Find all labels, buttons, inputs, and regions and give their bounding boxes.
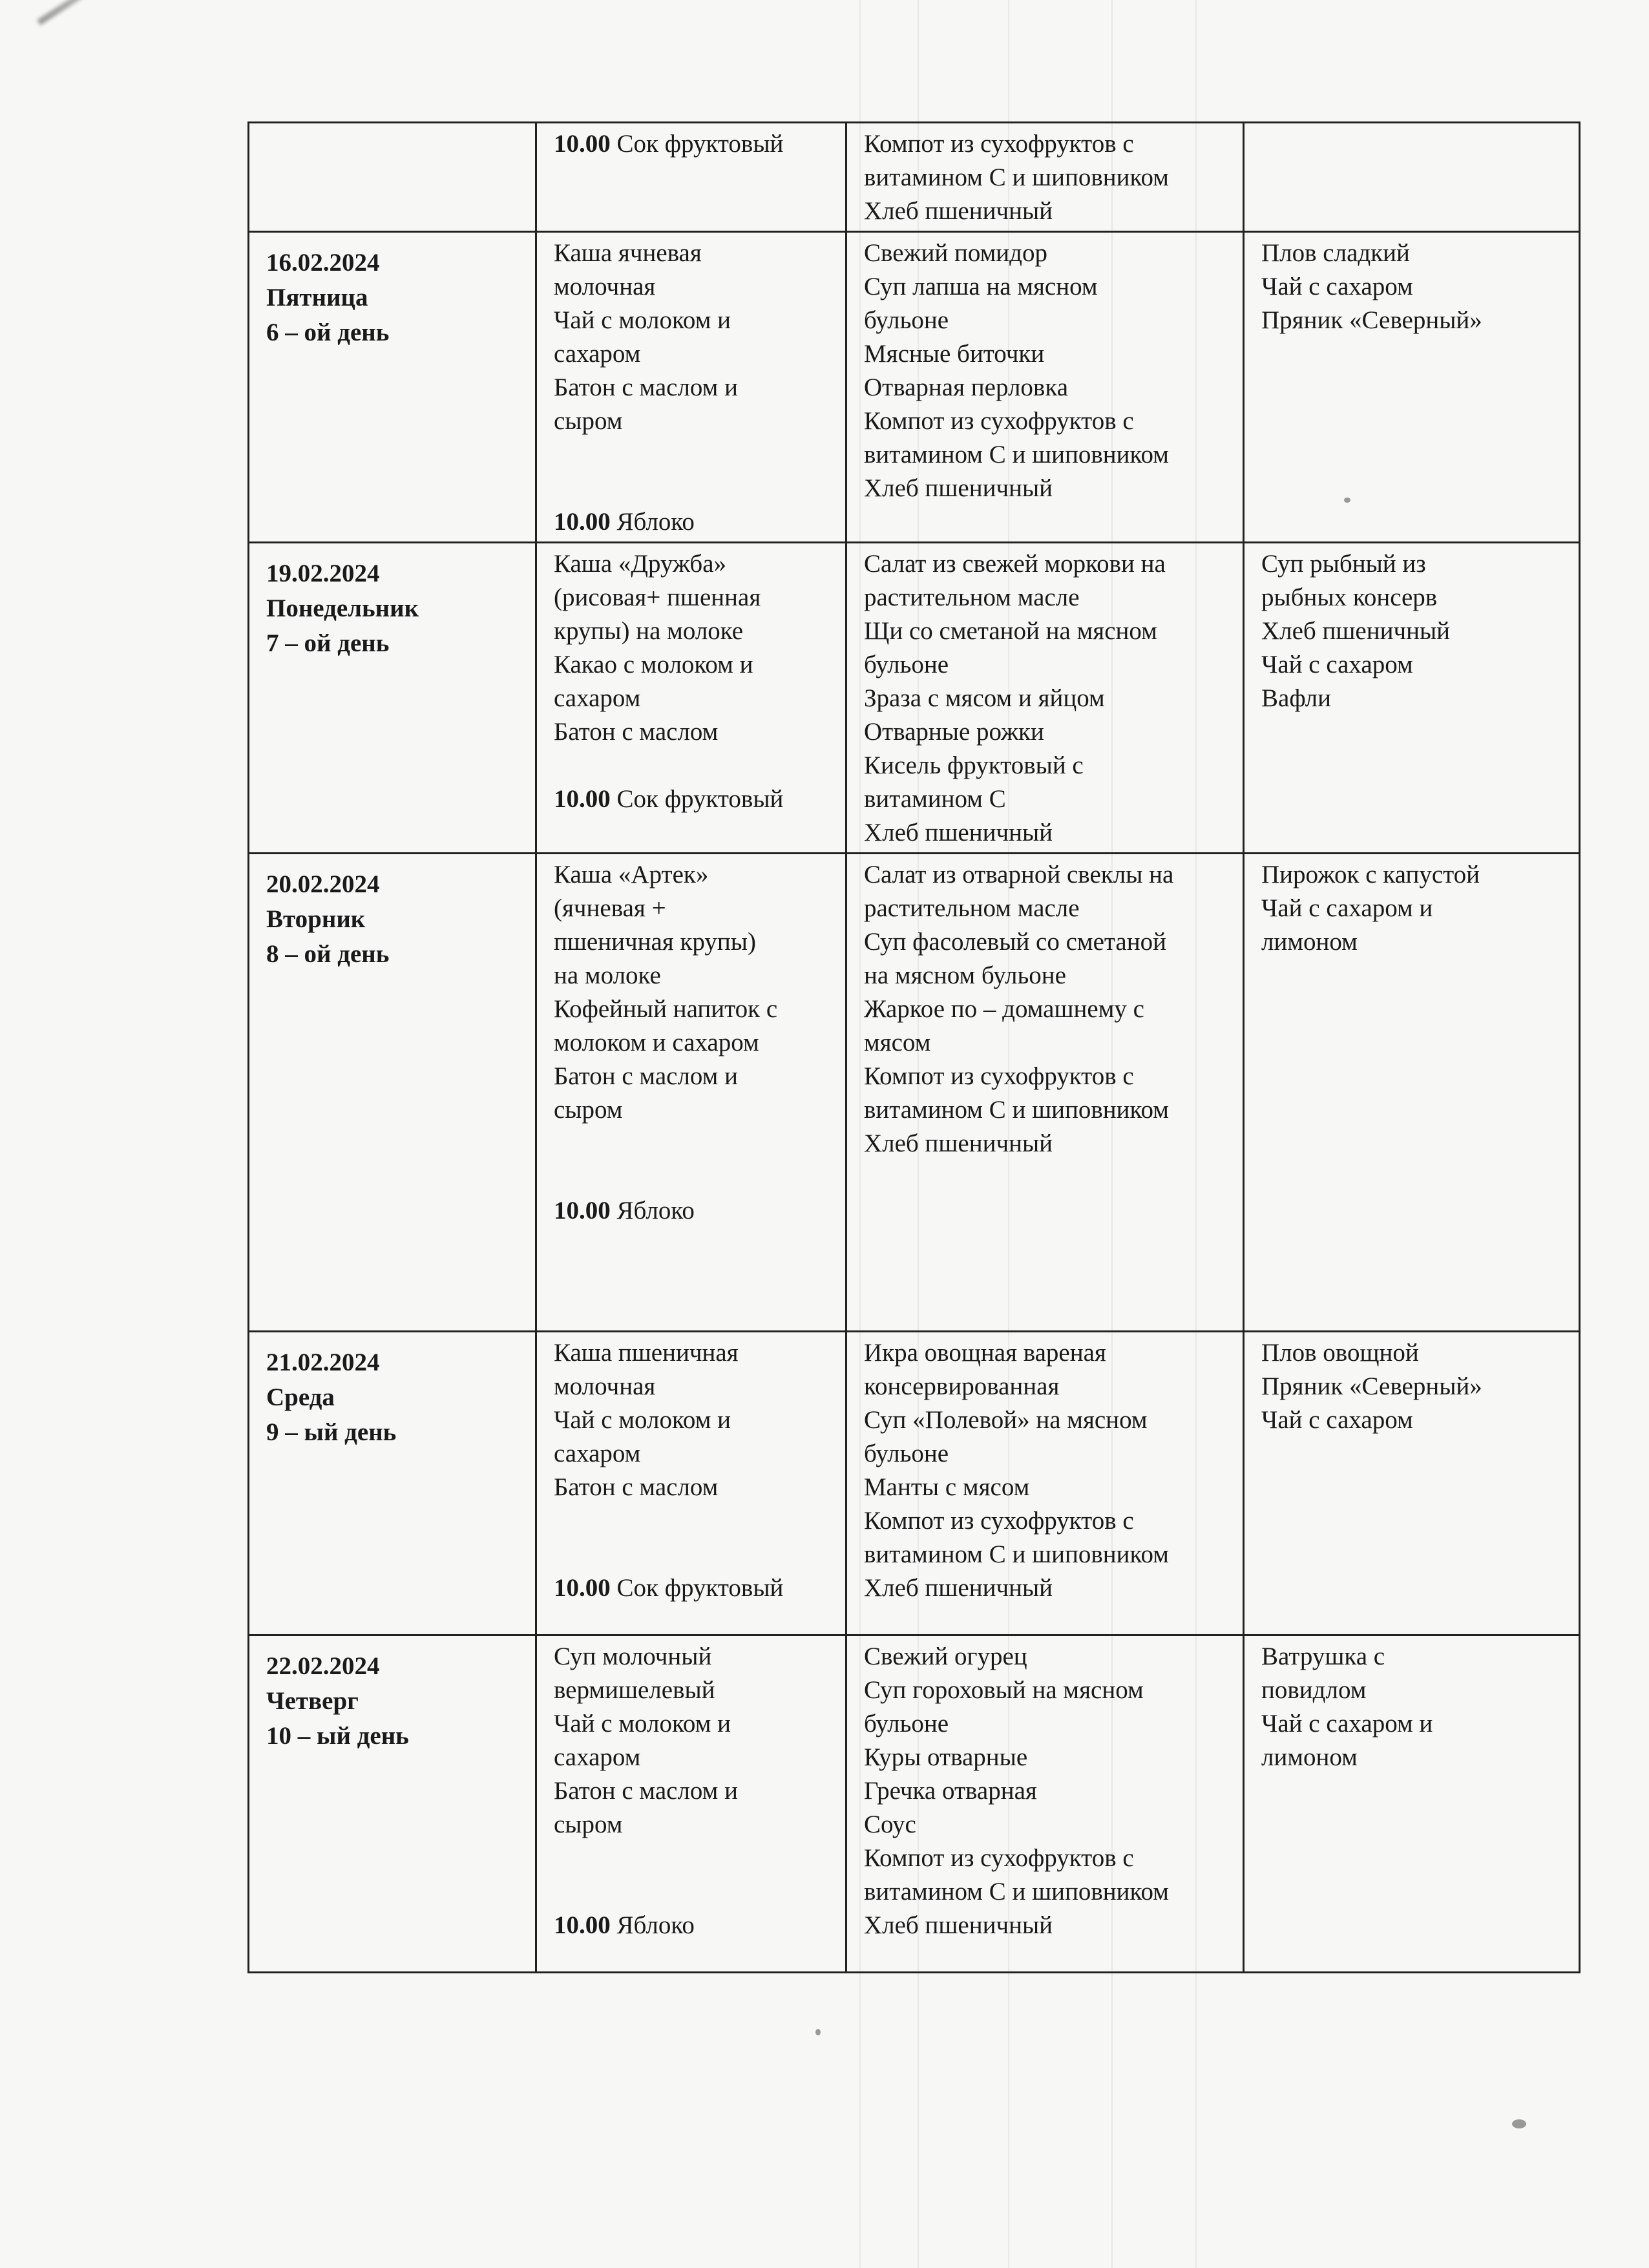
day-date: 22.02.2024 bbox=[266, 1652, 380, 1680]
lunch-item: Манты с мясом bbox=[864, 1473, 1030, 1501]
menu-row bbox=[249, 123, 1580, 232]
day-date: 21.02.2024 bbox=[266, 1349, 380, 1376]
afternoon-item: рыбных консерв bbox=[1261, 583, 1438, 611]
spacer bbox=[554, 1504, 835, 1538]
breakfast-item: Какао с молоком и bbox=[554, 651, 753, 678]
day-number: 7 – ой день bbox=[266, 629, 390, 657]
spacer bbox=[554, 1127, 835, 1160]
day-number: 9 – ый день bbox=[266, 1418, 397, 1446]
lunch-item: Компот из сухофруктов с bbox=[864, 1062, 1134, 1090]
mid-morning-snack bbox=[554, 505, 835, 539]
breakfast-cell bbox=[536, 543, 846, 854]
breakfast-item: молочная bbox=[554, 1372, 656, 1400]
snack-time: 10.00 bbox=[554, 130, 611, 158]
breakfast-cell bbox=[536, 123, 846, 232]
day-date: 19.02.2024 bbox=[266, 560, 380, 587]
lunch-item: Салат из отварной свеклы на bbox=[864, 861, 1174, 888]
lunch-cell bbox=[846, 1332, 1244, 1635]
day-cell bbox=[249, 543, 536, 854]
scan-corner-shadow bbox=[37, 0, 214, 25]
breakfast-item: Каша «Дружба» bbox=[554, 550, 727, 578]
afternoon-item: Хлеб пшеничный bbox=[1261, 617, 1451, 645]
day-weekday: Среда bbox=[266, 1383, 335, 1411]
lunch-item: Компот из сухофруктов с bbox=[864, 407, 1134, 435]
lunch-item: Мясные биточки bbox=[864, 340, 1045, 368]
lunch-item: консервированная bbox=[864, 1372, 1060, 1400]
afternoon-item: лимоном bbox=[1261, 928, 1358, 956]
breakfast-item: Каша ячневая bbox=[554, 239, 702, 267]
lunch-item: Свежий огурец bbox=[864, 1643, 1027, 1670]
breakfast-item: Кофейный напиток с bbox=[554, 995, 778, 1023]
breakfast-item: сыром bbox=[554, 1096, 623, 1124]
afternoon-item: Пряник «Северный» bbox=[1261, 306, 1482, 334]
lunch-item: Отварная перловка bbox=[864, 373, 1068, 401]
breakfast-item: Каша «Артек» bbox=[554, 861, 709, 888]
lunch-item: Жаркое по – домашнему с bbox=[864, 995, 1144, 1023]
day-number: 8 – ой день bbox=[266, 940, 390, 968]
breakfast-cell bbox=[536, 232, 846, 543]
lunch-item: Куры отварные bbox=[864, 1743, 1028, 1771]
snack-item: Яблоко bbox=[616, 1911, 695, 1939]
lunch-item: Хлеб пшеничный bbox=[864, 474, 1053, 502]
lunch-item: Кисель фруктовый с bbox=[864, 751, 1084, 779]
lunch-item: витамином С и шиповником bbox=[864, 1096, 1169, 1124]
scan-speck bbox=[1512, 2119, 1526, 2128]
lunch-item: Суп фасолевый со сметаной bbox=[864, 928, 1166, 956]
breakfast-item: сахаром bbox=[554, 1440, 641, 1467]
spacer bbox=[554, 749, 835, 782]
mid-morning-snack bbox=[554, 127, 835, 161]
afternoon-item: Ватрушка с bbox=[1261, 1643, 1385, 1670]
spacer bbox=[554, 1538, 835, 1571]
lunch-item: Отварные рожки bbox=[864, 718, 1044, 746]
lunch-item: витамином С и шиповником bbox=[864, 1540, 1169, 1568]
day-cell bbox=[249, 1332, 536, 1635]
day-cell bbox=[249, 854, 536, 1332]
lunch-item: витамином С и шиповником bbox=[864, 163, 1169, 191]
afternoon-item: повидлом bbox=[1261, 1676, 1367, 1704]
lunch-item: Щи со сметаной на мясном bbox=[864, 617, 1157, 645]
breakfast-item: крупы) на молоке bbox=[554, 617, 744, 645]
breakfast-item: Батон с маслом и bbox=[554, 1062, 738, 1090]
breakfast-item: молочная bbox=[554, 273, 656, 300]
lunch-item: Свежий помидор bbox=[864, 239, 1047, 267]
snack-time: 10.00 bbox=[554, 785, 611, 813]
menu-row bbox=[249, 232, 1580, 543]
afternoon-item: Чай с сахаром и bbox=[1261, 894, 1433, 922]
mid-morning-snack bbox=[554, 1909, 835, 1942]
lunch-item: Хлеб пшеничный bbox=[864, 1574, 1053, 1602]
afternoon-item: Чай с сахаром и bbox=[1261, 1710, 1433, 1738]
breakfast-item: Чай с молоком и bbox=[554, 1710, 731, 1738]
snack-time: 10.00 bbox=[554, 508, 611, 536]
breakfast-item: Суп молочный bbox=[554, 1643, 712, 1670]
breakfast-item: сыром bbox=[554, 1811, 623, 1838]
lunch-item: витамином С и шиповником bbox=[864, 441, 1169, 468]
day-weekday: Пятница bbox=[266, 284, 368, 311]
breakfast-item: (ячневая + bbox=[554, 894, 666, 922]
day-cell bbox=[249, 1635, 536, 1973]
lunch-item: растительном масле bbox=[864, 894, 1080, 922]
breakfast-item: на молоке bbox=[554, 961, 661, 989]
afternoon-snack-cell bbox=[1244, 1332, 1580, 1635]
lunch-item: бульоне bbox=[864, 1710, 949, 1738]
menu-table bbox=[247, 121, 1581, 1973]
breakfast-item: Каша пшеничная bbox=[554, 1339, 739, 1367]
afternoon-item: Чай с сахаром bbox=[1261, 273, 1413, 300]
menu-row bbox=[249, 854, 1580, 1332]
afternoon-snack-cell bbox=[1244, 854, 1580, 1332]
snack-item: Сок фруктовый bbox=[616, 1574, 784, 1602]
lunch-item: бульоне bbox=[864, 651, 949, 678]
menu-row bbox=[249, 1635, 1580, 1973]
mid-morning-snack bbox=[554, 1571, 835, 1605]
lunch-item: Зраза с мясом и яйцом bbox=[864, 684, 1105, 712]
lunch-item: Салат из свежей моркови на bbox=[864, 550, 1166, 578]
day-weekday: Понедельник bbox=[266, 594, 419, 622]
mid-morning-snack bbox=[554, 782, 835, 816]
lunch-item: витамином С и шиповником bbox=[864, 1878, 1169, 1906]
day-number: 6 – ой день bbox=[266, 319, 390, 346]
breakfast-item: сахаром bbox=[554, 340, 641, 368]
lunch-item: Компот из сухофруктов с bbox=[864, 1844, 1134, 1872]
lunch-cell bbox=[846, 232, 1244, 543]
day-number: 10 – ый день bbox=[266, 1722, 409, 1750]
lunch-cell bbox=[846, 543, 1244, 854]
lunch-item: Компот из сухофруктов с bbox=[864, 1507, 1134, 1535]
lunch-cell bbox=[846, 854, 1244, 1332]
breakfast-item: вермишелевый bbox=[554, 1676, 715, 1704]
menu-row bbox=[249, 1332, 1580, 1635]
lunch-item: витамином С bbox=[864, 785, 1006, 813]
spacer bbox=[554, 472, 835, 505]
lunch-item: бульоне bbox=[864, 1440, 949, 1467]
snack-item: Яблоко bbox=[616, 1197, 695, 1224]
day-weekday: Вторник bbox=[266, 905, 366, 933]
day-date: 16.02.2024 bbox=[266, 249, 380, 277]
snack-item: Сок фруктовый bbox=[616, 785, 784, 813]
lunch-item: бульоне bbox=[864, 306, 949, 334]
lunch-item: мясом bbox=[864, 1029, 931, 1056]
day-date: 20.02.2024 bbox=[266, 870, 380, 898]
lunch-item: Компот из сухофруктов с bbox=[864, 130, 1134, 158]
afternoon-snack-cell bbox=[1244, 123, 1580, 232]
breakfast-item: Батон с маслом bbox=[554, 1473, 719, 1501]
spacer bbox=[554, 1160, 835, 1194]
snack-time: 10.00 bbox=[554, 1574, 611, 1602]
spacer bbox=[554, 1875, 835, 1909]
snack-item: Яблоко bbox=[616, 508, 695, 536]
afternoon-item: Пряник «Северный» bbox=[1261, 1372, 1482, 1400]
breakfast-item: сыром bbox=[554, 407, 623, 435]
spacer bbox=[554, 438, 835, 472]
afternoon-snack-cell bbox=[1244, 1635, 1580, 1973]
snack-time: 10.00 bbox=[554, 1197, 611, 1224]
afternoon-item: лимоном bbox=[1261, 1743, 1358, 1771]
breakfast-cell bbox=[536, 1635, 846, 1973]
day-cell bbox=[249, 232, 536, 543]
afternoon-snack-cell bbox=[1244, 543, 1580, 854]
lunch-item: Суп «Полевой» на мясном bbox=[864, 1406, 1148, 1434]
breakfast-item: сахаром bbox=[554, 684, 641, 712]
lunch-item: Хлеб пшеничный bbox=[864, 197, 1053, 225]
breakfast-item: пшеничная крупы) bbox=[554, 928, 756, 956]
lunch-item: растительном масле bbox=[864, 583, 1080, 611]
lunch-cell bbox=[846, 1635, 1244, 1973]
day-weekday: Четверг bbox=[266, 1687, 359, 1715]
lunch-item: Хлеб пшеничный bbox=[864, 1129, 1053, 1157]
lunch-item: на мясном бульоне bbox=[864, 961, 1066, 989]
lunch-item: Хлеб пшеничный bbox=[864, 1911, 1053, 1939]
breakfast-item: Батон с маслом и bbox=[554, 373, 738, 401]
mid-morning-snack bbox=[554, 1194, 835, 1228]
afternoon-snack-cell bbox=[1244, 232, 1580, 543]
lunch-item: Соус bbox=[864, 1811, 916, 1838]
day-cell bbox=[249, 123, 536, 232]
lunch-item: Суп гороховый на мясном bbox=[864, 1676, 1144, 1704]
afternoon-item: Пирожок с капустой bbox=[1261, 861, 1480, 888]
breakfast-item: сахаром bbox=[554, 1743, 641, 1771]
breakfast-item: (рисовая+ пшенная bbox=[554, 583, 761, 611]
afternoon-item: Чай с сахаром bbox=[1261, 1406, 1413, 1434]
afternoon-item: Вафли bbox=[1261, 684, 1331, 712]
lunch-item: Суп лапша на мясном bbox=[864, 273, 1098, 300]
menu-row bbox=[249, 543, 1580, 854]
breakfast-item: Батон с маслом и bbox=[554, 1777, 738, 1805]
spacer bbox=[554, 1842, 835, 1875]
breakfast-cell bbox=[536, 854, 846, 1332]
snack-time: 10.00 bbox=[554, 1911, 611, 1939]
breakfast-item: Чай с молоком и bbox=[554, 1406, 731, 1434]
afternoon-item: Плов овощной bbox=[1261, 1339, 1419, 1367]
lunch-cell bbox=[846, 123, 1244, 232]
lunch-item: Гречка отварная bbox=[864, 1777, 1037, 1805]
scan-speck bbox=[815, 2029, 821, 2035]
afternoon-item: Плов сладкий bbox=[1261, 239, 1410, 267]
breakfast-item: Батон с маслом bbox=[554, 718, 719, 746]
snack-item: Сок фруктовый bbox=[616, 130, 784, 158]
breakfast-cell bbox=[536, 1332, 846, 1635]
breakfast-item: Чай с молоком и bbox=[554, 306, 731, 334]
afternoon-item: Чай с сахаром bbox=[1261, 651, 1413, 678]
lunch-item: Хлеб пшеничный bbox=[864, 819, 1053, 846]
lunch-item: Икра овощная вареная bbox=[864, 1339, 1106, 1367]
afternoon-item: Суп рыбный из bbox=[1261, 550, 1426, 578]
breakfast-item: молоком и сахаром bbox=[554, 1029, 759, 1056]
